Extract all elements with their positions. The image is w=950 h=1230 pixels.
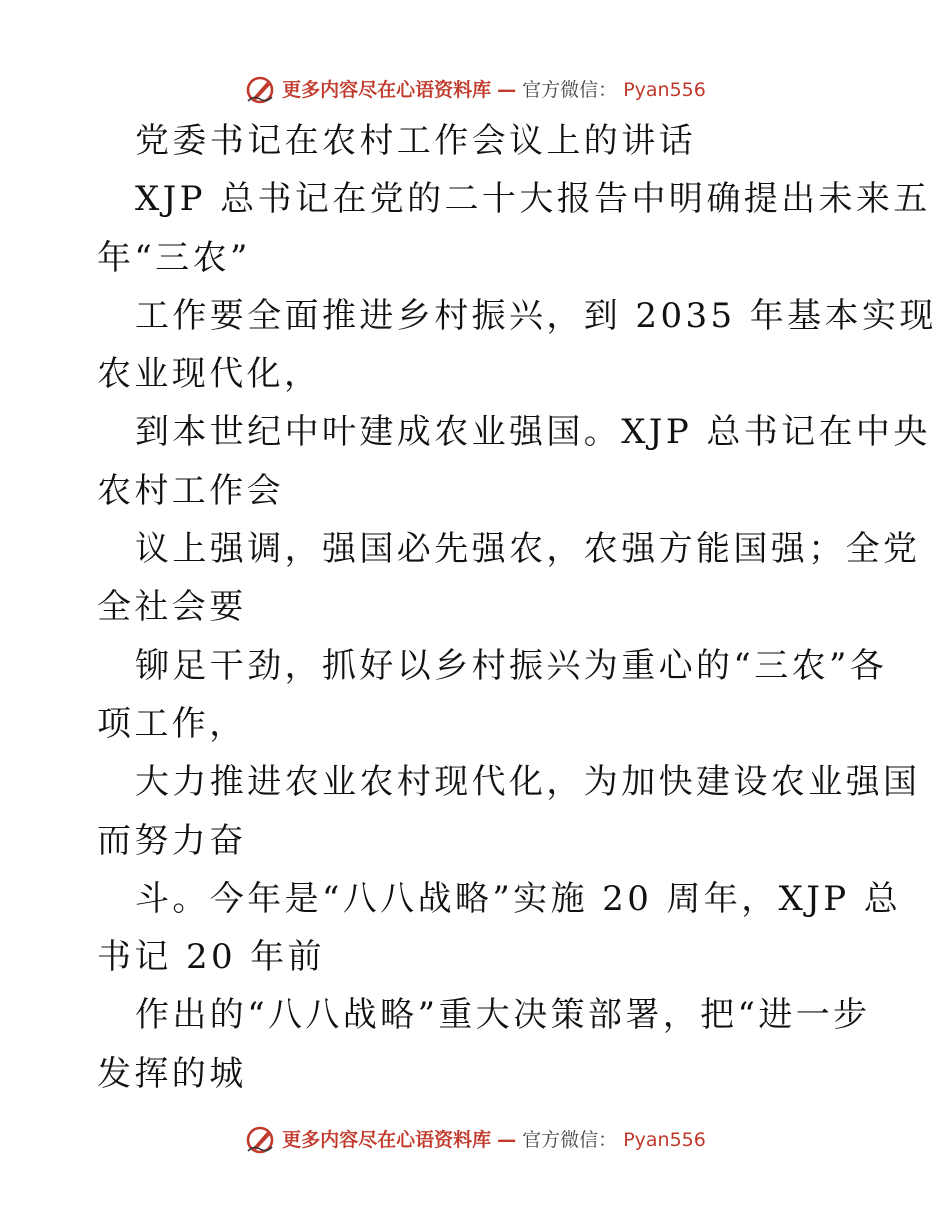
pen-logo-icon	[244, 1124, 276, 1156]
body-text-line: 斗。今年是“八八战略”实施 20 周年，XJP 总	[135, 878, 902, 919]
body-text-line: 而努力奋	[97, 820, 247, 861]
body-text-line: 铆足干劲，抓好以乡村振兴为重心的“三农”各	[135, 645, 888, 686]
body-text-line: 年“三农”	[97, 237, 251, 278]
document-body	[97, 112, 937, 1103]
watermark-separator: —	[497, 78, 517, 101]
watermark-wechat-id: Pyan556	[623, 1128, 706, 1151]
body-text-line: 农业现代化，	[97, 354, 322, 395]
body-text-line: 大力推进农业农村现代化，为加快建设农业强国	[135, 762, 921, 803]
watermark-wechat-label: 官方微信：	[522, 1128, 618, 1151]
body-text-line: 农村工作会	[97, 470, 284, 511]
body-text-line: 议上强调，强国必先强农，农强方能国强；全党	[135, 529, 921, 570]
pen-logo-icon	[244, 74, 276, 106]
body-text-line: 工作要全面推进乡村振兴，到 2035 年基本实现	[135, 295, 937, 336]
body-text-line: 项工作，	[97, 703, 247, 744]
body-text-line: 到本世纪中叶建成农业强国。XJP 总书记在中央	[135, 412, 931, 453]
body-text-line: 作出的“八八战略”重大决策部署，把“进一步	[135, 995, 871, 1036]
body-text-line: 书记 20 年前	[97, 937, 326, 978]
header-watermark	[0, 70, 950, 110]
body-text-line: 全社会要	[97, 587, 247, 628]
document-title: 党委书记在农村工作会议上的讲话	[135, 121, 696, 161]
watermark-title: 更多内容尽在心语资料库	[282, 78, 492, 101]
body-text-line: 发挥的城	[97, 1053, 247, 1094]
watermark-title: 更多内容尽在心语资料库	[282, 1128, 492, 1151]
watermark-wechat-label: 官方微信：	[522, 78, 618, 101]
body-text-line: XJP 总书记在党的二十大报告中明确提出未来五	[135, 179, 931, 220]
watermark-wechat-id: Pyan556	[623, 78, 706, 101]
footer-watermark	[0, 1120, 950, 1160]
watermark-separator: —	[497, 1128, 517, 1151]
